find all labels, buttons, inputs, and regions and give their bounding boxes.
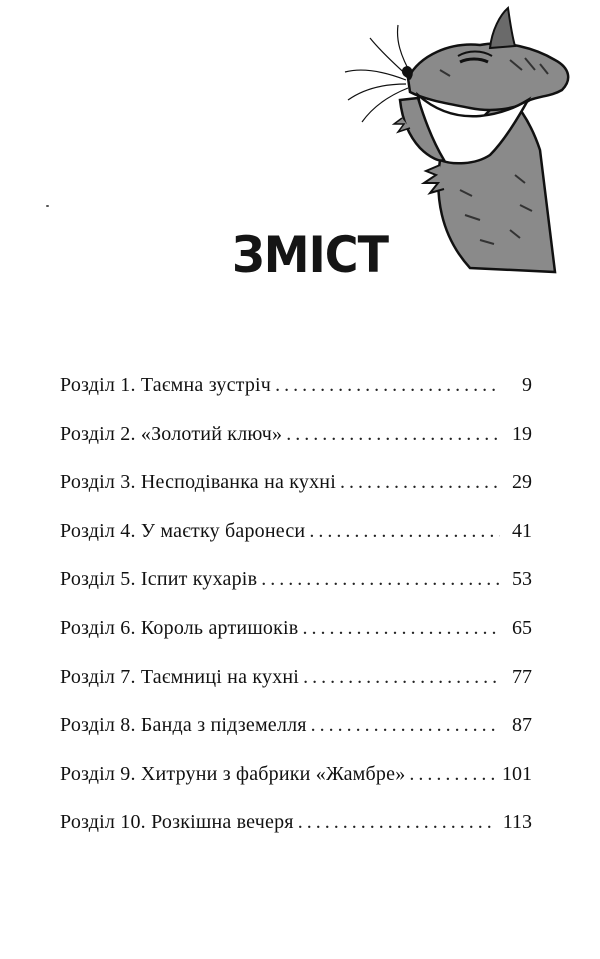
toc-entry[interactable] (60, 653, 532, 702)
toc-entry-label: Розділ 6. Король артишоків (60, 616, 299, 639)
print-speck (46, 205, 49, 207)
toc-entry-page: 65 (512, 616, 532, 639)
toc-entry[interactable] (60, 701, 532, 750)
toc-entry-label: Розділ 4. У маєтку баронеси (60, 519, 306, 542)
toc-entry-page: 19 (512, 422, 532, 445)
toc-leader-dots (302, 604, 500, 653)
toc-entry-page: 53 (512, 568, 532, 591)
toc-entry-page: 29 (512, 471, 532, 494)
toc-entry[interactable] (60, 750, 532, 799)
toc-leader-dots (298, 798, 497, 847)
toc-entry-label: Розділ 9. Хитруни з фабрики «Жамбре» (60, 762, 406, 785)
toc-leader-dots (409, 750, 496, 799)
toc-leader-dots (261, 555, 500, 604)
toc-entry-label: Розділ 3. Несподіванка на кухні (60, 471, 336, 494)
toc-entry-page: 113 (502, 811, 532, 834)
toc-leader-dots (303, 653, 500, 702)
toc-entry[interactable] (60, 555, 532, 604)
toc-entry-page: 41 (512, 519, 532, 542)
toc-entry[interactable] (60, 458, 532, 507)
toc-entry-page: 9 (522, 374, 532, 396)
toc-entry-label: Розділ 10. Розкішна вечеря (60, 811, 294, 834)
toc-leader-dots (309, 507, 500, 556)
toc-leader-dots (275, 361, 500, 410)
toc-entry[interactable] (60, 361, 532, 410)
toc-entry-label: Розділ 7. Таємниці на кухні (60, 665, 300, 688)
toc-entry-label: Розділ 2. «Золотий ключ» (60, 422, 283, 445)
toc-leader-dots (286, 410, 500, 459)
table-of-contents (60, 361, 532, 847)
toc-entry-page: 101 (502, 762, 532, 785)
toc-entry[interactable] (60, 604, 532, 653)
toc-leader-dots (311, 701, 500, 750)
page-title: ЗМІСТ (232, 226, 389, 284)
toc-entry-page: 87 (512, 714, 532, 737)
toc-entry-label: Розділ 5. Іспит кухарів (60, 568, 258, 591)
toc-entry[interactable] (60, 798, 532, 847)
toc-leader-dots (340, 458, 500, 507)
toc-entry-page: 77 (512, 665, 532, 688)
toc-entry-label: Розділ 8. Банда з підземелля (60, 714, 307, 737)
toc-entry[interactable] (60, 507, 532, 556)
toc-entry-label: Розділ 1. Таємна зустріч (60, 374, 272, 396)
toc-entry[interactable] (60, 410, 532, 459)
